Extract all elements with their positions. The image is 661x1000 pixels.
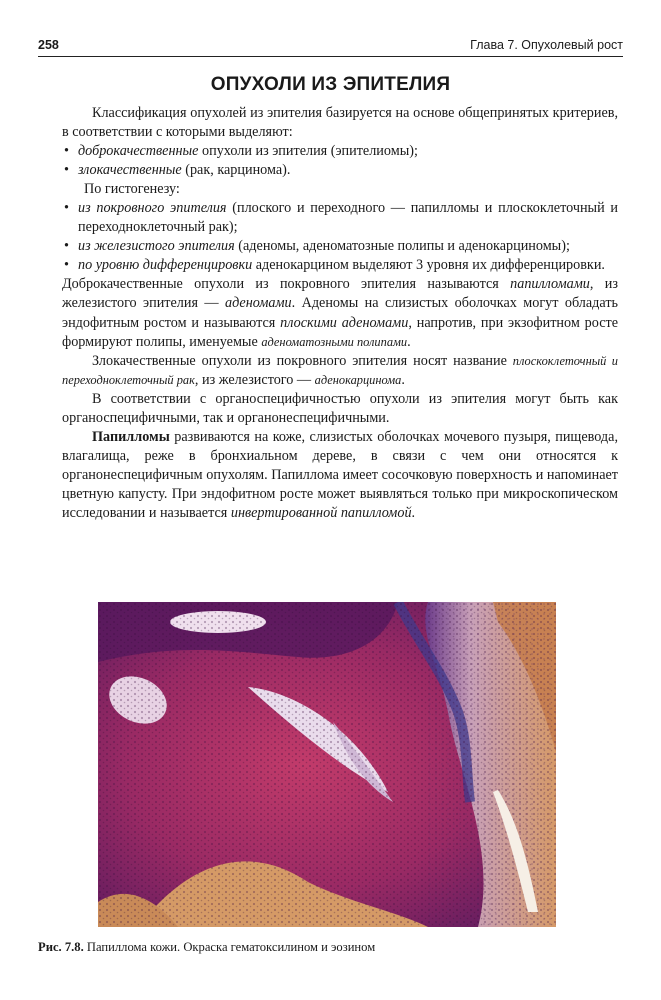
list-item: • по уровню дифференцировки аденокарцином выделяют 3 уровня их дифференцировки. [64,257,605,274]
list-item: • доброкачественные опухоли из эпителия (эпителиомы); [64,143,418,160]
header-rule [38,56,623,57]
section-title: ОПУХОЛИ ИЗ ЭПИТЕЛИЯ [210,74,451,95]
histogenesis-list [62,199,618,275]
list-item: • из железистого эпителия (аденомы, аденоматозные полипы и аденокарциномы); [64,238,570,255]
intro-paragraph: Классификация опухолей из эпителия базируется на основе общепринятых критериев, в соответствии с которыми выделяют: [62,105,618,141]
benign-paragraph: Доброкачественные опухоли из покровного эпителия называются папилломами, из железистого эпителия — аденомами. Аденомы на слизистых оболочках могут обладать эндофитным ростом и называются плоскими аденомами, напротив, при экзофитном росте формируют полипы, именуемые аденоматозными полипами. [62,276,619,350]
papilloma-paragraph: Папилломы развиваются на коже, слизистых оболочках мочевого пузыря, пищевода, влагалища, реже в бронхиальном дереве, в связи с чем они относятся к органонеспецифичным опухолям. Папиллома имеет сосочковую поверхность и напоминает цветную капусту. При эндофитном росте может выявляться только при микроскопическом исследовании и называется инвертированной папилломой. [62,428,618,521]
histology-image [98,602,556,927]
page-number: 258 [38,38,59,52]
malignant-paragraph: Злокачественные опухоли из покровного эпителия носят название плоскоклеточный и переходноклеточный рак, из железистого — аденокарцинома. [62,352,618,388]
list-item: • из покровного эпителия (плоского и переходного — папилломы и плоскоклеточный и переходноклеточный рак); [64,200,618,236]
list-item: • злокачественные (рак, карцинома). [64,162,291,179]
running-header [38,36,623,56]
classification-list [62,142,618,180]
organ-specificity-paragraph: В соответствии с органоспецифичностью опухоли из эпителия могут быть как органоспецифичными, так и органонеспецифичными. [62,390,618,426]
chapter-title: Глава 7. Опухолевый рост [470,38,623,52]
body-text [62,104,618,523]
skin-papilloma-micrograph [98,602,556,927]
figure-caption: Рис. 7.8. Папиллома кожи. Окраска гематоксилином и эозином [38,940,376,954]
histogenesis-label: По гистогенезу: [84,181,180,198]
